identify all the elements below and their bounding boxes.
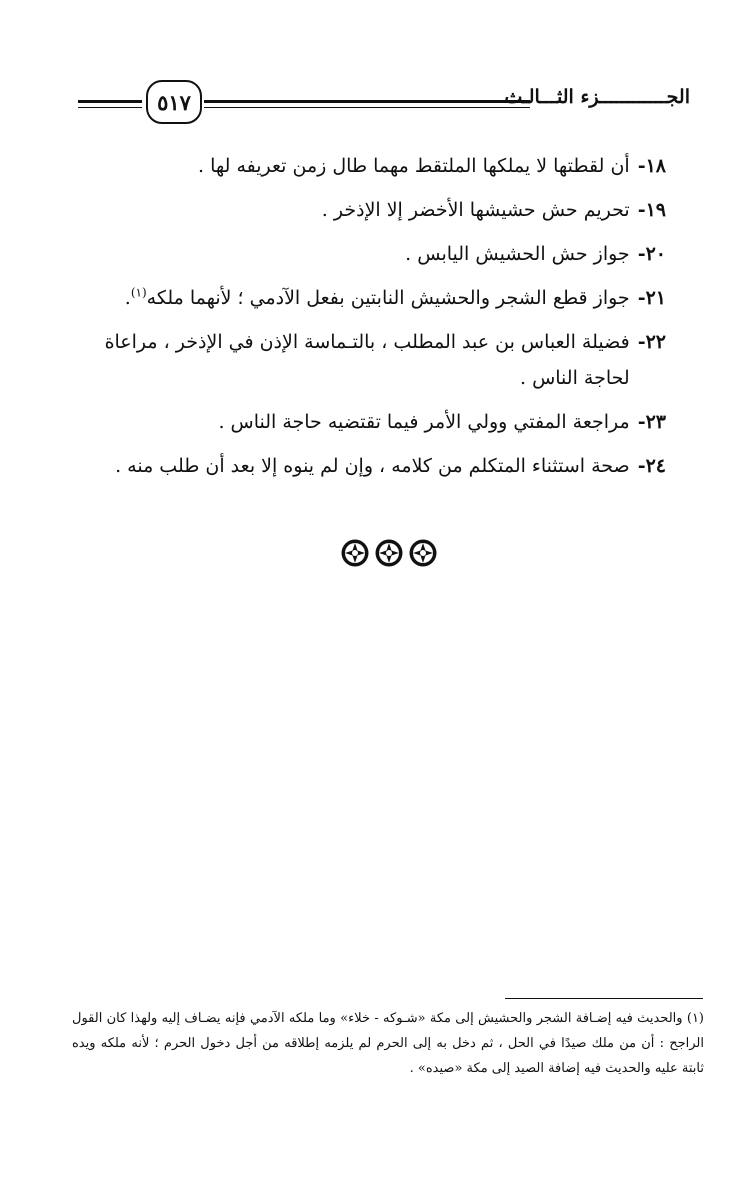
item-text-wrap <box>88 280 630 316</box>
item-number: ٢٢- <box>637 331 666 353</box>
footnote: (١) والحديث فيه إضـافة الشجر والحشيش إلى مكة «شـوكه - خلاء» وما ملكه الآدمي فإنه يضـاف إليه ولهذا كان القول الراجح : أن من ملك صيدًا في الحل ، ثم دخل به إلى الحرم لم يلزمه إطلاقه من أجل دخول الحرم ؛ لأنه ملكه ويده ثابتة عليه والحديث فيه إضافة الصيد إلى مكة «صيده» . <box>72 1011 704 1076</box>
item-text-tail: . <box>124 287 131 309</box>
item-text: صحة استثناء المتكلم من كلامه ، وإن لم ينوه إلا بعد أن طلب منه . <box>115 455 630 477</box>
item-text: أن لقطتها لا يملكها الملتقط مهما طال زمن تعريفه لها . <box>197 155 630 177</box>
item-number: ٢٣- <box>637 411 666 433</box>
header-rule-mid-thin <box>204 107 530 108</box>
star-flower-icon <box>408 538 438 568</box>
page-number-badge <box>146 80 202 124</box>
list-item <box>88 324 666 396</box>
item-text: مراجعة المفتي وولي الأمر فيما تقتضيه حاجة الناس . <box>218 411 630 433</box>
footnote-marker[interactable]: (١) <box>130 285 147 300</box>
header-rule-left-thin <box>78 107 142 108</box>
item-text: جواز حش الحشيش اليابس . <box>405 243 630 265</box>
item-number: ٢٠- <box>637 243 666 265</box>
header-rule-mid-thick <box>204 100 530 103</box>
header-rule-left-thick <box>78 100 142 103</box>
item-text: فضيلة العباس بن عبد المطلب ، بالتـماسة الإذن في الإذخر ، مراعاة لحاجة الناس . <box>104 331 630 389</box>
item-text: تحريم حش حشيشها الأخضر إلا الإذخر . <box>321 199 630 221</box>
item-number: ٢٤- <box>637 455 666 477</box>
list-item <box>88 236 666 272</box>
list-item <box>88 448 666 484</box>
list-item <box>88 280 666 316</box>
list-item <box>88 148 666 184</box>
item-number: ٢١- <box>637 287 666 309</box>
star-flower-icon <box>374 538 404 568</box>
page-number: ٥١٧ <box>157 89 191 115</box>
list-item <box>88 192 666 228</box>
item-number: ١٨- <box>637 155 666 177</box>
item-text: جواز قطع الشجر والحشيش النابتين بفعل الآدمي ؛ لأنهما ملكه <box>146 287 630 309</box>
section-ornament <box>340 538 444 568</box>
star-flower-icon <box>340 538 370 568</box>
page-header <box>70 78 690 126</box>
item-number: ١٩- <box>637 199 666 221</box>
footnote-separator <box>505 998 703 999</box>
numbered-list <box>88 148 666 492</box>
running-head: الجــــــــــــزء الثـــالـث <box>504 86 690 108</box>
list-item <box>88 404 666 440</box>
